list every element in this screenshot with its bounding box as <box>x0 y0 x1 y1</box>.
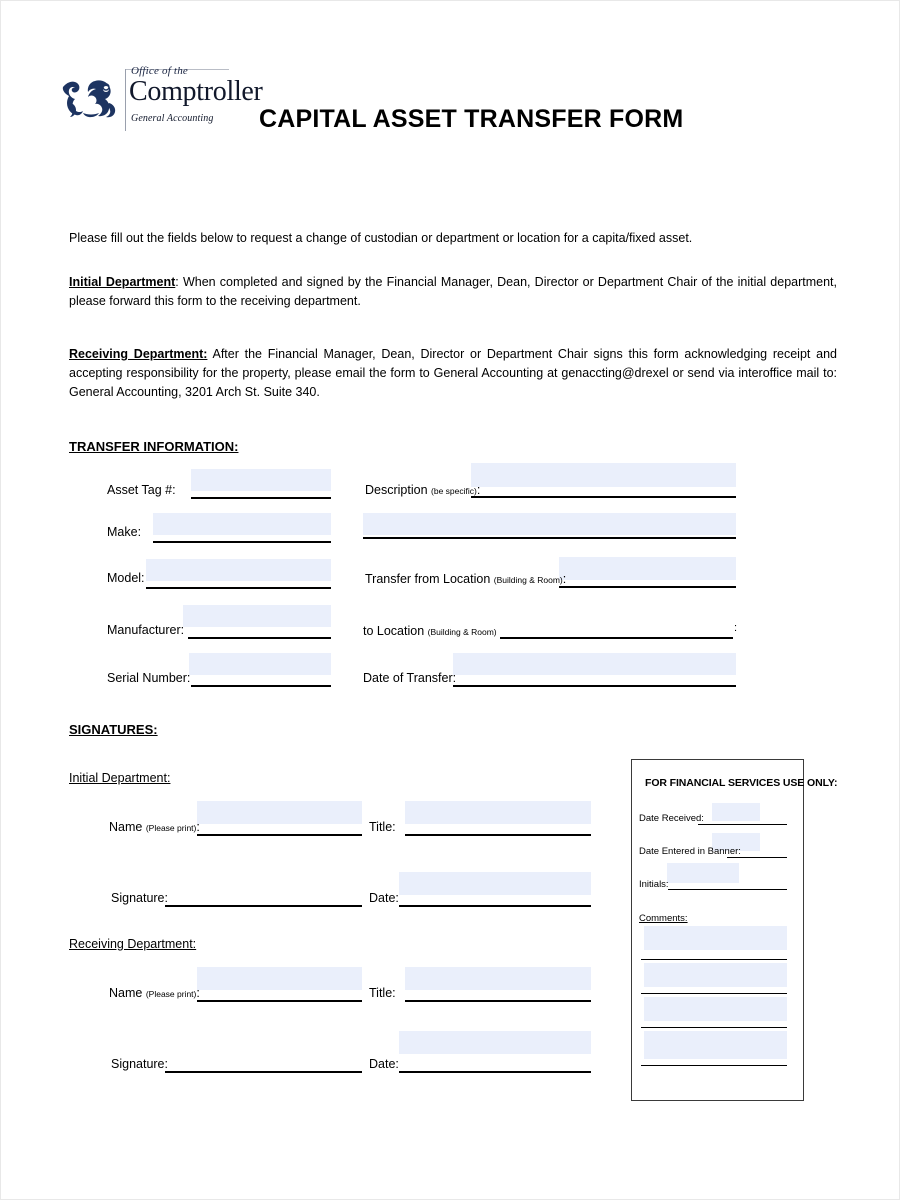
initial-name-suffix: : <box>196 820 200 834</box>
transfer-from-location-hint: (Building & Room) <box>493 575 563 585</box>
initial-name-input-line[interactable] <box>197 834 362 836</box>
date-received-field-fill[interactable] <box>712 803 760 821</box>
initial-department-label: Initial Department <box>69 275 176 289</box>
initial-name-hint: (Please print) <box>145 823 197 833</box>
make-input-line[interactable] <box>153 541 331 543</box>
logo-divider <box>125 69 126 131</box>
initial-department-signature-heading: Initial Department: <box>69 771 171 785</box>
logo-department: General Accounting <box>131 113 214 124</box>
comment-fill-4[interactable] <box>644 1031 787 1059</box>
receiving-title-field-fill[interactable] <box>405 967 591 990</box>
manufacturer-field-fill[interactable] <box>183 605 331 627</box>
description-suffix: : <box>476 483 481 497</box>
instruction-paragraph: Please fill out the fields below to request a change of custodian or department or location for a capita/fixed asset. <box>69 231 693 245</box>
transfer-from-location-input-line[interactable] <box>559 586 736 588</box>
receiving-title-input-line[interactable] <box>405 1000 591 1002</box>
date-entered-banner-label: Date Entered in Banner: <box>639 846 741 857</box>
signatures-heading: SIGNATURES: <box>69 722 158 737</box>
initial-department-text: : When completed and signed by the Financial Manager, Dean, Director or Department Chair of the initial department, please forward this form to the receiving department. <box>69 275 837 308</box>
to-location-label <box>363 624 497 639</box>
to-location-label-text: to Location <box>363 624 425 638</box>
date-of-transfer-input-line[interactable] <box>453 685 736 687</box>
model-label: Model: <box>107 571 145 585</box>
initial-department-paragraph <box>69 273 837 311</box>
transfer-from-location-suffix: : <box>562 572 567 586</box>
serial-number-field-fill[interactable] <box>189 653 331 675</box>
receiving-name-hint: (Please print) <box>145 989 197 999</box>
receiving-signature-label: Signature: <box>111 1057 168 1071</box>
receiving-date-field-fill[interactable] <box>399 1031 591 1054</box>
comment-fill-1[interactable] <box>644 926 787 950</box>
comment-fill-3[interactable] <box>644 997 787 1021</box>
date-received-label: Date Received: <box>639 813 704 824</box>
date-of-transfer-field-fill[interactable] <box>453 653 736 675</box>
financial-services-title: FOR FINANCIAL SERVICES USE ONLY: <box>645 777 838 789</box>
comment-fill-2[interactable] <box>644 963 787 987</box>
initial-date-label: Date: <box>369 891 399 905</box>
manufacturer-label: Manufacturer: <box>107 623 185 637</box>
page-title: CAPITAL ASSET TRANSFER FORM <box>259 105 684 133</box>
description-input-line-1[interactable] <box>471 496 736 498</box>
asset-tag-field-fill[interactable] <box>191 469 331 491</box>
description-field-fill-2[interactable] <box>363 513 736 535</box>
receiving-name-field-fill[interactable] <box>197 967 362 990</box>
transfer-from-location-label-text: Transfer from Location <box>365 572 491 586</box>
initials-input-line[interactable] <box>668 889 787 890</box>
initial-date-input-line[interactable] <box>399 905 591 907</box>
initial-title-field-fill[interactable] <box>405 801 591 824</box>
comments-label: Comments: <box>639 913 688 924</box>
receiving-name-input-line[interactable] <box>197 1000 362 1002</box>
receiving-date-label: Date: <box>369 1057 399 1071</box>
to-location-tail-mark: : <box>734 622 738 634</box>
initial-date-field-fill[interactable] <box>399 872 591 895</box>
make-field-fill[interactable] <box>153 513 331 535</box>
initial-name-label <box>109 820 200 835</box>
make-label: Make: <box>107 525 142 539</box>
logo-wordmark: Comptroller <box>129 76 263 107</box>
description-input-line-2[interactable] <box>363 537 736 539</box>
description-hint: (be specific) <box>431 486 477 496</box>
receiving-signature-input-line[interactable] <box>165 1071 362 1073</box>
initial-name-label-text: Name <box>109 820 143 834</box>
initial-name-field-fill[interactable] <box>197 801 362 824</box>
to-location-hint: (Building & Room) <box>427 627 497 637</box>
receiving-name-suffix: : <box>196 986 200 1000</box>
receiving-department-text: After the Financial Manager, Dean, Director or Department Chair signs this form acknowledging receipt and accepting responsibility for the property, please email the form to General Accounting at genaccting@drexel or send via interoffice mail to: General Accounting, 3201 Arch St. Suite 340. <box>69 347 837 399</box>
receiving-title-label: Title: <box>369 986 396 1000</box>
logo-office-line: Office of the <box>131 65 188 77</box>
receiving-department-paragraph <box>69 345 837 402</box>
manufacturer-input-line[interactable] <box>188 637 331 639</box>
receiving-department-label: Receiving Department: <box>69 347 208 361</box>
initial-signature-label: Signature: <box>111 891 168 905</box>
transfer-from-location-field-fill[interactable] <box>559 557 736 580</box>
receiving-name-label <box>109 986 200 1001</box>
receiving-date-input-line[interactable] <box>399 1071 591 1073</box>
initial-signature-input-line[interactable] <box>165 905 362 907</box>
comment-line-2[interactable] <box>641 993 787 994</box>
model-field-fill[interactable] <box>146 559 331 581</box>
date-of-transfer-label: Date of Transfer: <box>363 671 457 685</box>
receiving-name-label-text: Name <box>109 986 143 1000</box>
to-location-input-line[interactable] <box>500 637 733 639</box>
date-entered-banner-input-line[interactable] <box>727 857 787 858</box>
date-received-input-line[interactable] <box>698 824 787 825</box>
initials-field-fill[interactable] <box>667 863 739 883</box>
comment-line-4[interactable] <box>641 1065 787 1066</box>
comment-line-1[interactable] <box>641 959 787 960</box>
serial-number-label: Serial Number: <box>107 671 191 685</box>
form-header <box>59 65 849 145</box>
initial-title-label: Title: <box>369 820 396 834</box>
initials-label: Initials: <box>639 879 669 890</box>
initial-title-input-line[interactable] <box>405 834 591 836</box>
model-input-line[interactable] <box>146 587 331 589</box>
comment-line-3[interactable] <box>641 1027 787 1028</box>
description-label-text: Description <box>365 483 428 497</box>
serial-number-input-line[interactable] <box>191 685 331 687</box>
comptroller-logo <box>59 65 263 137</box>
description-label <box>365 483 480 498</box>
dragon-emblem-icon <box>59 73 121 125</box>
transfer-from-location-label <box>365 572 566 587</box>
asset-tag-input-line[interactable] <box>191 497 331 499</box>
asset-tag-label: Asset Tag #: <box>107 483 176 497</box>
description-field-fill[interactable] <box>471 463 736 487</box>
receiving-department-signature-heading: Receiving Department: <box>69 937 197 951</box>
transfer-information-heading: TRANSFER INFORMATION: <box>69 439 239 454</box>
